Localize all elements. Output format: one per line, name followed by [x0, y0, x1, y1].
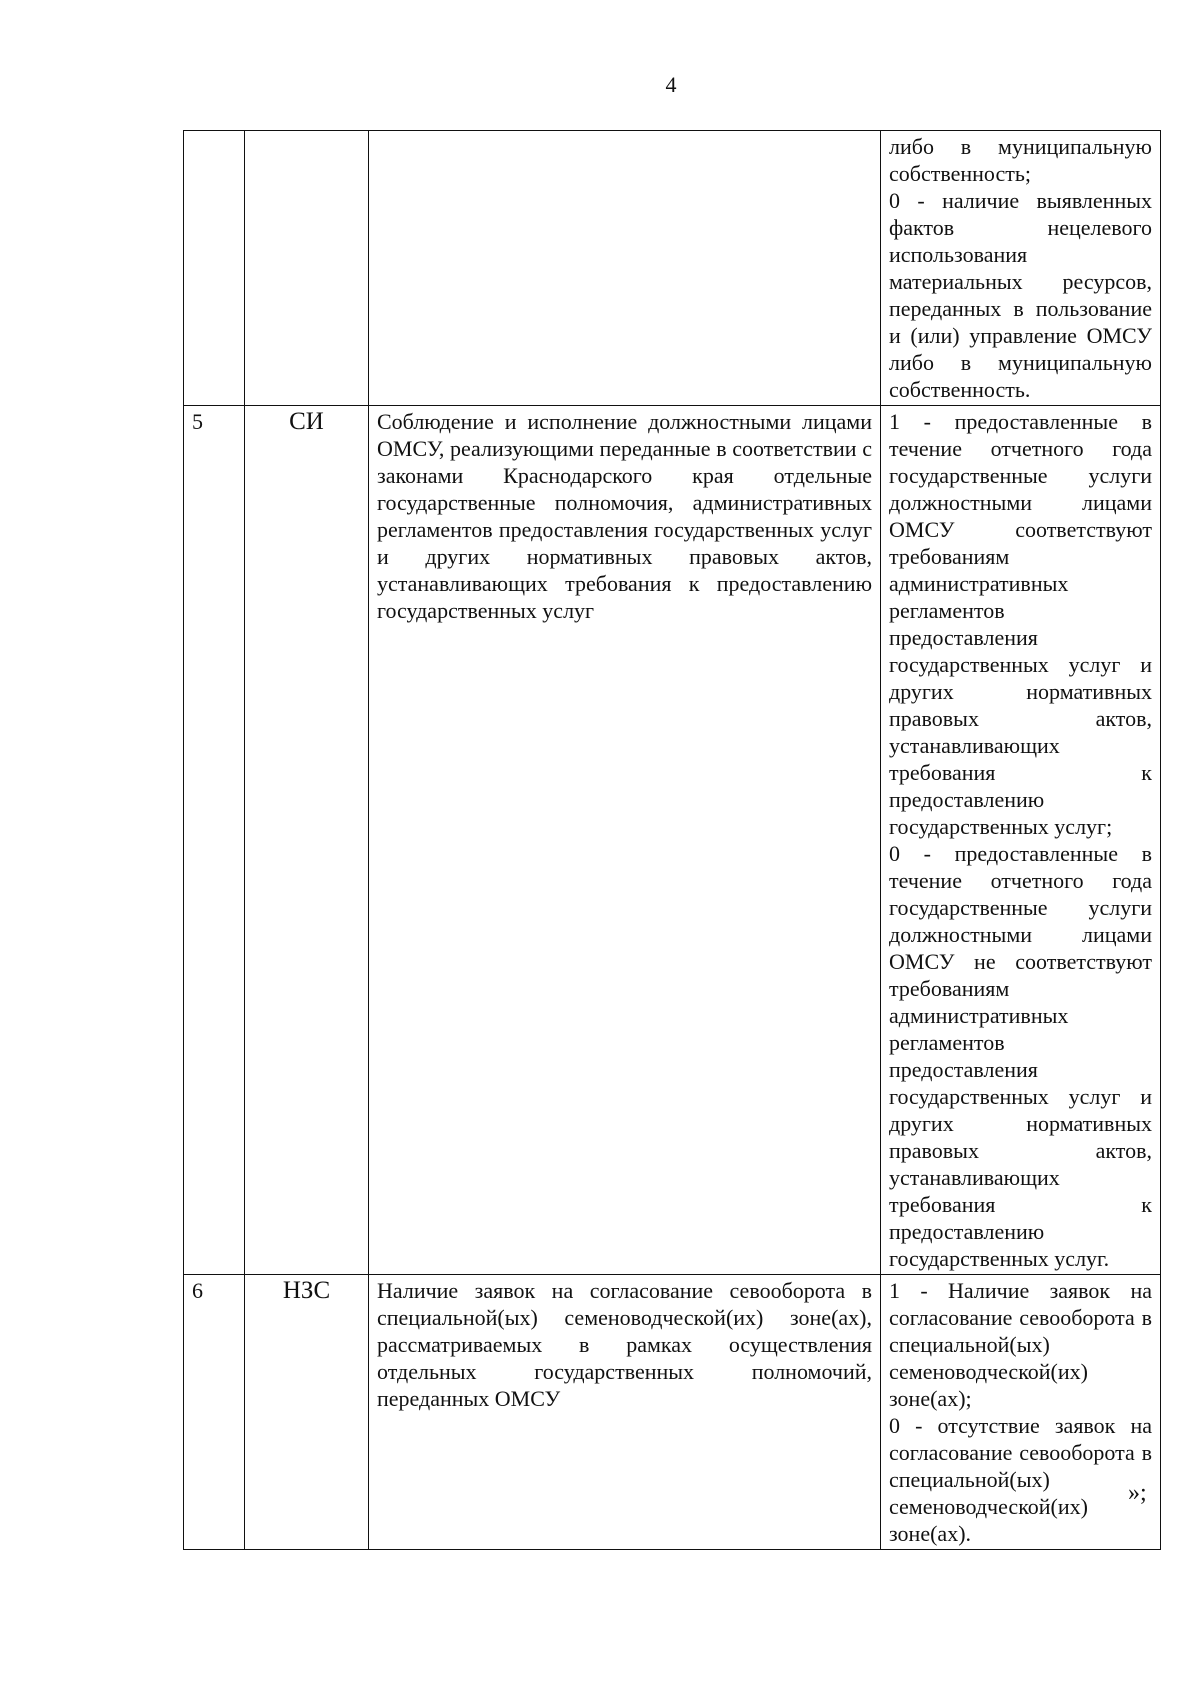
table-row — [184, 1275, 1161, 1550]
indicator-criteria — [881, 1275, 1161, 1550]
indicator-description — [369, 131, 881, 406]
indicator-code: НЗС — [245, 1275, 369, 1550]
indicator-criteria — [881, 406, 1161, 1275]
criteria-line: 0 - наличие выявленных фактов нецелевого использования материальных ресурсов, переданных в пользование и (или) управление ОМСУ либо в муниципальную собственность. — [889, 188, 1152, 402]
closing-quote-mark: »; — [1128, 1480, 1147, 1506]
table-row — [184, 406, 1161, 1275]
criteria-line: 1 - предоставленные в течение отчетного года государственные услуги должностными лицами ОМСУ соответствуют требованиям административных регламентов предоставления государственных услуг и других нормативных правовых актов, устанавливающих требования к предоставлению государственных услуг; — [889, 409, 1152, 839]
table-row — [184, 131, 1161, 406]
indicator-description: Наличие заявок на согласование севооборота в специальной(ых) семеноводческой(их) зоне(ах), рассматриваемых в рамках осуществления отдельных государственных полномочий, переданных ОМСУ — [369, 1275, 881, 1550]
indicator-criteria — [881, 131, 1161, 406]
criteria-line: либо в муниципальную собственность; — [889, 134, 1152, 186]
criteria-table — [183, 130, 1161, 1550]
indicator-code: СИ — [245, 406, 369, 1275]
criteria-line: 0 - отсутствие заявок на согласование севооборота в специальной(ых) семеноводческой(их) зоне(ах). — [889, 1413, 1152, 1546]
indicator-code — [245, 131, 369, 406]
indicator-description: Соблюдение и исполнение должностными лицами ОМСУ, реализующими переданные в соответствии с законами Краснодарского края отдельные государственные полномочия, административных регламентов предоставления государственных услуг и других нормативных правовых актов, устанавливающих требования к предоставлению государственных услуг — [369, 406, 881, 1275]
row-number: 5 — [184, 406, 245, 1275]
row-number — [184, 131, 245, 406]
criteria-line: 1 - Наличие заявок на согласование севооборота в специальной(ых) семеноводческой(их) зоне(ах); — [889, 1278, 1152, 1411]
criteria-line: 0 - предоставленные в течение отчетного года государственные услуги должностными лицами ОМСУ не соответствуют требованиям административных регламентов предоставления государственных услуг и других нормативных правовых актов, устанавливающих требования к предоставлению государственных услуг. — [889, 841, 1152, 1271]
row-number: 6 — [184, 1275, 245, 1550]
page-number: 4 — [665, 72, 677, 97]
